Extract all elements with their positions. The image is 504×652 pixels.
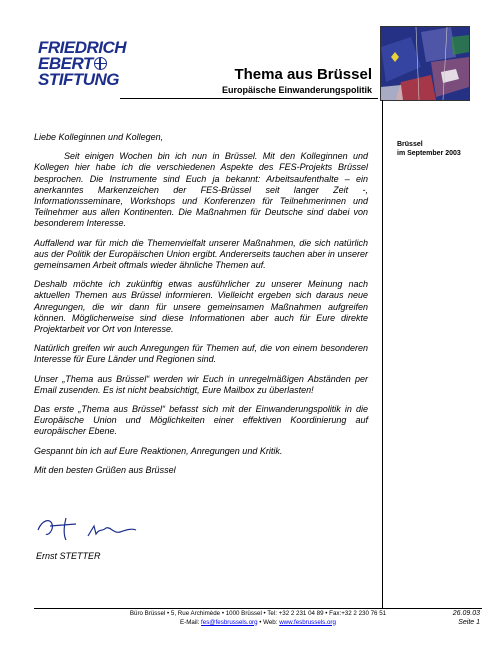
sidebar-month: im September 2003 (397, 150, 461, 157)
page-info (453, 609, 480, 627)
fes-logo (38, 38, 127, 92)
paragraph-4: Natürlich greifen wir auch Anregungen für Themen auf, die von einem besonderen Interesse für Eure Länder und Regionen sind. (34, 343, 368, 365)
globe-icon (94, 57, 107, 70)
sidebar-date (397, 140, 461, 158)
footer (34, 610, 482, 627)
footer-divider (34, 608, 482, 609)
sidebar-place: Brüssel (397, 141, 423, 148)
web-label: • Web: (257, 618, 280, 626)
logo-line-1: FRIEDRICH (38, 38, 127, 57)
page-number: Seite 1 (458, 619, 480, 626)
paragraph-5: Unser „Thema aus Brüssel“ werden wir Euch in unregelmäßigen Abständen per Email zusenden. Es ist nicht beabsichtigt, Eure Mailbox zu überlasten! (34, 373, 368, 395)
footer-date: 26.09.03 (452, 610, 480, 617)
handwritten-signature (36, 514, 162, 542)
letter-body (34, 132, 368, 484)
header-divider (120, 98, 378, 99)
page-subtitle: Europäische Einwanderungspolitik (221, 85, 372, 95)
closing: Mit den besten Grüßen aus Brüssel (34, 464, 176, 475)
footer-contact (34, 619, 482, 628)
paragraph-3: Deshalb möchte ich zukünftig etwas ausführlicher zu unserer Meinung nach aktuellen Themen aus Brüssel informieren. Vielleicht ergeben sich daraus neue Anregungen, die wir dann für unsere gemeinsamen Maßnahmen aufgreifen können. Möglicherweise sind diese Informationen aber auch für Eure direkte Projektarbeit vor Ort von Interesse. (34, 279, 368, 335)
logo-line-3: STIFTUNG (38, 70, 119, 89)
page-title: Thema aus Brüssel (234, 66, 372, 83)
footer-address: Büro Brüssel • 5, Rue Archimède • 1000 Brüssel • Tel: +32 2 231 04 89 • Fax:+32 2 230 76 51 (129, 610, 387, 617)
signer-name: Ernst STETTER (36, 551, 101, 561)
web-link[interactable]: www.fesbrussels.org (279, 618, 336, 626)
email-link[interactable]: fes@fesbrussels.org (201, 618, 258, 626)
sidebar-divider (382, 100, 383, 608)
paragraph-1: Seit einigen Wochen bin ich nun in Brüssel. Mit den Kolleginnen und Kollegen hier habe ich die verschiedenen Aspekte des FES-Projekts Brüssel besprochen. Die Instrumente sind Euch ja bekannt: Arbeitsaufenthalte – ein anerkanntes Markenzeichen der FES-Brüssel seit langer Zeit -, Informationsseminare, Workshops und Konferenzen für Teilnehmerinnen und Teilnehmer aus allen Kontinenten. Die Maßnahmen für Deutsche sind dabei von besonderem Interesse. (34, 151, 368, 229)
header-photo (380, 26, 470, 101)
flags-image (381, 27, 469, 100)
paragraph-2: Auffallend war für mich die Themenvielfalt unserer Maßnahmen, die sich natürlich aus der Politik der Europäischen Union ergibt. Andererseits tauchen aber in unserer gemeinsamen Arbeit oftmals wieder ähnliche Themen auf. (34, 237, 368, 271)
paragraph-6: Das erste „Thema aus Brüssel“ befasst sich mit der Einwanderungspolitik in die Europäische Union und Möglichkeiten einer effektiven Koordinierung auf europäischer Ebene. (34, 404, 368, 437)
logo-line-2-text: EBERT (38, 54, 93, 73)
email-label: E-Mail: (180, 618, 202, 626)
salutation: Liebe Kolleginnen und Kollegen, (34, 132, 164, 142)
paragraph-7: Gespannt bin ich auf Eure Reaktionen, Anregungen und Kritik. (34, 445, 283, 456)
